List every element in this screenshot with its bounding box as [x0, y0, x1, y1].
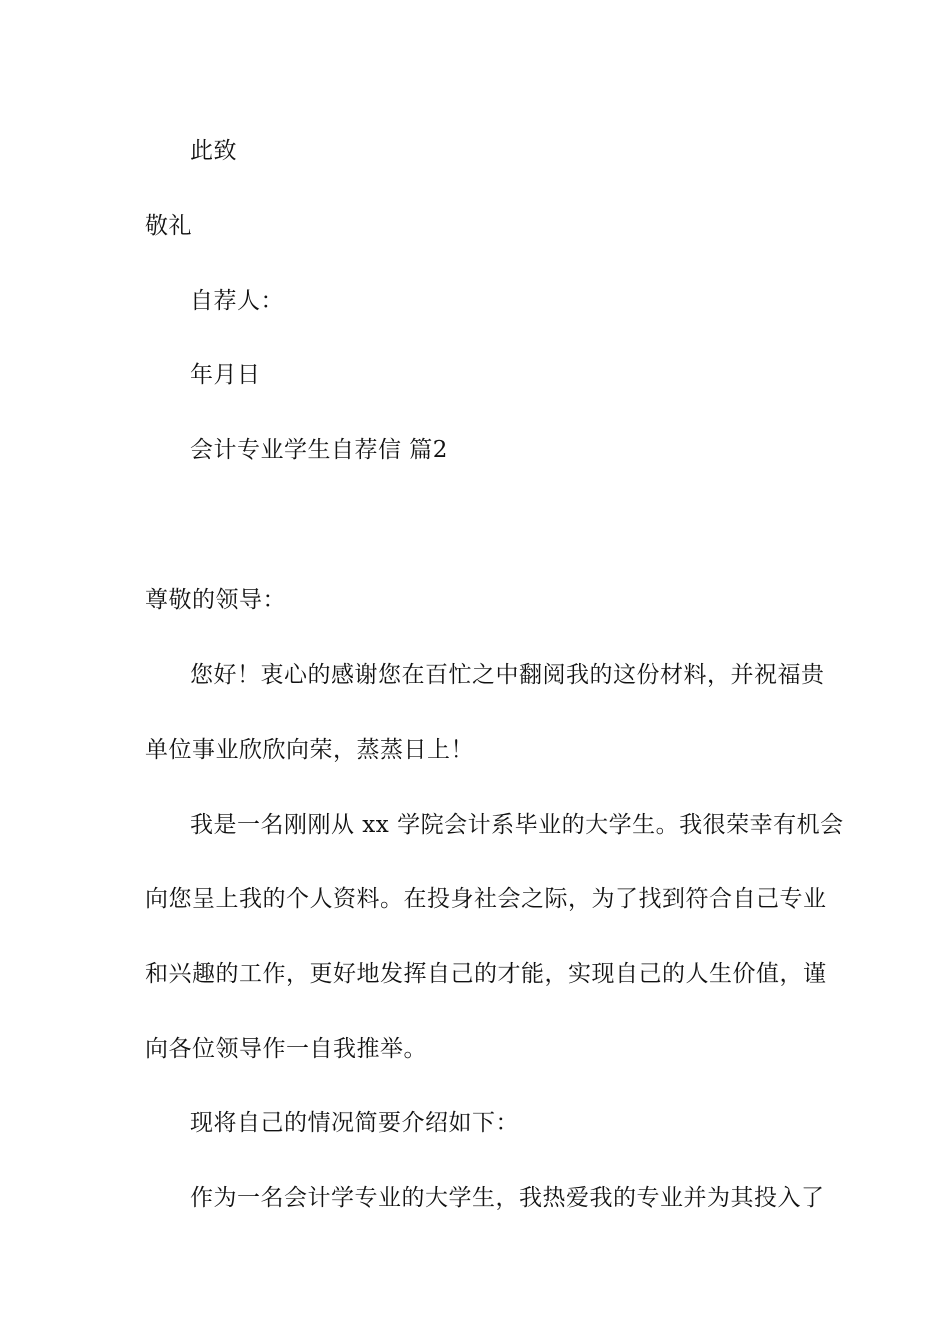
body-line: 和兴趣的工作，更好地发挥自己的才能，实现自己的人生价值，谨: [145, 961, 827, 987]
body-line: 向各位领导作一自我推举。: [145, 1036, 427, 1062]
closing-regards: 敬礼: [145, 213, 192, 239]
body-line: 您好！衷心的感谢您在百忙之中翻阅我的这份材料，并祝福贵: [190, 662, 825, 688]
signer-label: 自荐人：: [190, 288, 284, 314]
date-label: 年月日: [190, 362, 261, 388]
letter-greeting: 尊敬的领导：: [145, 587, 286, 613]
body-line: 单位事业欣欣向荣，蒸蒸日上！: [145, 737, 474, 763]
section-heading: 会计专业学生自荐信 篇2: [190, 437, 448, 463]
closing-salutation: 此致: [190, 138, 237, 164]
body-line: 向您呈上我的个人资料。在投身社会之际，为了找到符合自己专业: [145, 886, 827, 912]
body-line: 现将自己的情况简要介绍如下：: [190, 1110, 519, 1136]
body-line: 我是一名刚刚从 xx 学院会计系毕业的大学生。我很荣幸有机会: [190, 812, 844, 838]
body-line: 作为一名会计学专业的大学生，我热爱我的专业并为其投入了: [190, 1185, 825, 1211]
